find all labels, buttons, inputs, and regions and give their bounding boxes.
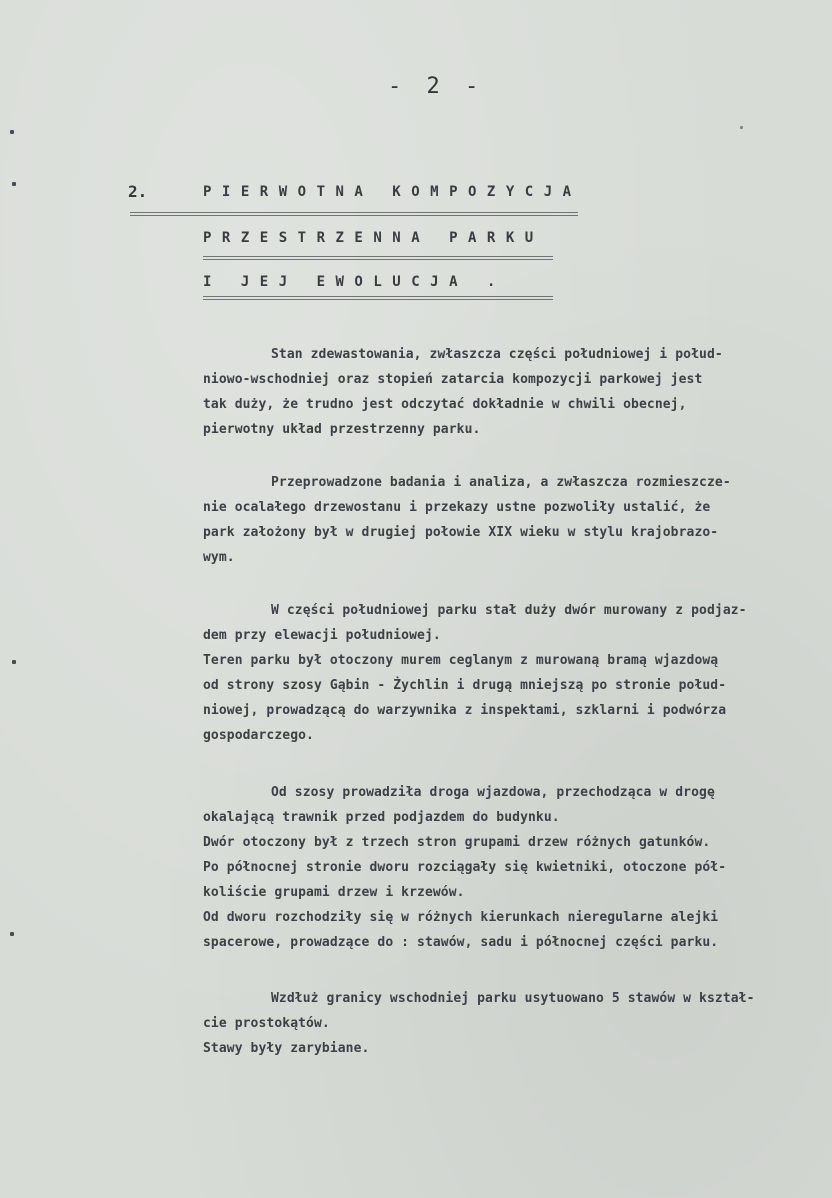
paragraph-line: Stawy były zarybiane. <box>203 1041 370 1056</box>
paragraph-2 <box>203 470 803 570</box>
paragraph-4 <box>203 780 803 955</box>
paragraph-line: Od dworu rozchodziły się w różnych kierunkach nieregularne alejki <box>203 910 719 925</box>
paragraph-line: W części południowej parku stał duży dwór murowany z podjaz- <box>271 603 747 618</box>
paragraph-line: Po północnej stronie dworu rozciągały się kwietniki, otoczone pół- <box>203 860 727 875</box>
paragraph-line: od strony szosy Gąbin - Żychlin i drugą mniejszą po stronie połud- <box>203 678 727 693</box>
paragraph-line: niowej, prowadzącą do warzywnika z inspektami, szklarni i podwórza <box>203 703 727 718</box>
section-heading-line-3: I JEJ EWOLUCJA . <box>203 274 506 290</box>
paragraph-line: okalającą trawnik przed podjazdem do budynku. <box>203 810 560 825</box>
paragraph-line: Stan zdewastowania, zwłaszcza części południowej i połud- <box>271 347 723 362</box>
section-heading-line-1: PIERWOTNA KOMPOZYCJA <box>203 184 582 200</box>
paragraph-line: Teren parku był otoczony murem ceglanym z murowaną bramą wjazdową <box>203 653 719 668</box>
scan-speck <box>12 182 16 186</box>
paragraph-3 <box>203 598 803 748</box>
paragraph-1 <box>203 342 803 442</box>
paragraph-line: niowo-wschodniej oraz stopień zatarcia kompozycji parkowej jest <box>203 372 703 387</box>
paragraph-line: cie prostokątów. <box>203 1016 330 1031</box>
paragraph-line: koliście grupami drzew i krzewów. <box>203 885 465 900</box>
paragraph-line: pierwotny układ przestrzenny parku. <box>203 422 481 437</box>
scan-speck <box>10 130 14 134</box>
paragraph-5 <box>203 986 803 1061</box>
heading-underline-1 <box>130 212 578 216</box>
heading-underline-2 <box>203 256 553 260</box>
heading-underline-3 <box>203 296 553 300</box>
paragraph-line: dem przy elewacji południowej. <box>203 628 441 643</box>
paragraph-line: Dwór otoczony był z trzech stron grupami drzew różnych gatunków. <box>203 835 711 850</box>
scan-speck <box>10 932 14 936</box>
paragraph-line: Od szosy prowadziła droga wjazdowa, przechodząca w drogę <box>271 785 715 800</box>
paragraph-line: gospodarczego. <box>203 728 314 743</box>
paragraph-line: nie ocalałego drzewostanu i przekazy ustne pozwoliły ustalić, że <box>203 500 711 515</box>
paragraph-line: park założony był w drugiej połowie XIX wieku w stylu krajobrazo- <box>203 525 719 540</box>
section-heading-line-2: PRZESTRZENNA PARKU <box>203 230 544 246</box>
page-number: - 2 - <box>388 74 485 99</box>
paragraph-line: wym. <box>203 550 235 565</box>
paragraph-line: spacerowe, prowadzące do : stawów, sadu i północnej części parku. <box>203 935 719 950</box>
paragraph-line: tak duży, że trudno jest odczytać dokładnie w chwili obecnej, <box>203 397 687 412</box>
scan-speck <box>740 126 743 129</box>
paragraph-line: Przeprowadzone badania i analiza, a zwłaszcza rozmieszcze- <box>271 475 731 490</box>
paragraph-line: Wzdłuż granicy wschodniej parku usytuowano 5 stawów w kształ- <box>271 991 755 1006</box>
scan-speck <box>12 660 16 664</box>
section-number: 2. <box>128 182 148 201</box>
